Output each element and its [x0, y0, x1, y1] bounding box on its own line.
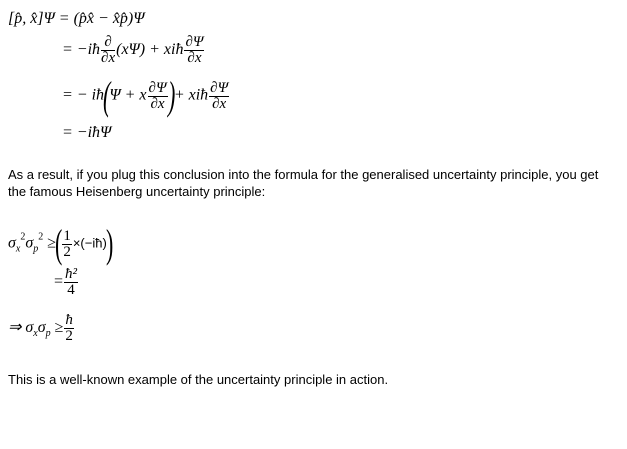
implies-sigma-x: ⇒ σ [8, 319, 34, 337]
sigma-x: σ [8, 234, 16, 252]
uncertainty-line-2 [54, 267, 79, 298]
commutator-result: = −iħΨ [62, 124, 112, 141]
dpsi-dx-fraction-2: $\frac{\partial\Psi}{\partial x}$ [148, 79, 167, 112]
term-minus-ihbar: = −iħ [62, 41, 101, 59]
uncertainty-line-3 [8, 313, 75, 344]
term-xihbar: + xiħ [173, 86, 209, 104]
term-psi-plus-x: Ψ + x [109, 86, 147, 104]
subscript-p: p [33, 243, 39, 255]
geq-sign-2: ≥ [54, 319, 64, 337]
sigma-p: σ [25, 234, 34, 252]
closing-paragraph [8, 371, 618, 388]
equals-sign: = [54, 273, 64, 291]
term-minus-ihbar-2: = − iħ [62, 86, 105, 104]
partial-x-fraction: $\frac{\partial}{\partial x}$ [101, 34, 116, 66]
half-fraction: $\frac{1}{2}$ [63, 227, 71, 260]
commutator-line-1 [8, 10, 145, 28]
left-paren: ( [103, 73, 111, 118]
dpsi-dx-fraction-3: $\frac{\partial\Psi}{\partial x}$ [210, 79, 229, 112]
geq-sign: ≥ [47, 234, 57, 252]
square-1: 2 [20, 231, 26, 243]
subscript-p-2: p [45, 328, 51, 340]
subscript-x: x [15, 243, 21, 255]
sigma-p-2: σ [37, 319, 46, 337]
commutator-definition: [p̂, x̂]Ψ = (p̂x̂ − x̂p̂)Ψ [8, 10, 145, 27]
dpsi-dx-fraction: $\frac{\partial\Psi}{\partial x}$ [185, 34, 204, 66]
subscript-x-2: x [33, 328, 38, 340]
explanation-paragraph [8, 166, 618, 200]
commutator-line-2 [62, 35, 205, 66]
left-paren-2: ( [55, 221, 63, 266]
uncertainty-line-1 [8, 221, 114, 266]
commutator-line-3 [62, 73, 230, 118]
right-paren-2: ) [105, 221, 114, 266]
commutator-line-4 [62, 124, 111, 142]
term-xpsi: (xΨ) + xiħ [116, 41, 184, 59]
hbar-sq-over-4: $\frac{\text{ħ²}}{4}$ [65, 266, 78, 298]
hbar-over-2: $\frac{ħ}{2}$ [65, 312, 73, 344]
square-2: 2 [38, 231, 44, 243]
closing-text: This is a well-known example of the uncertainty principle in action. [8, 372, 389, 387]
explanation-text: As a result, if you plug this conclusion into the formula for the generalised uncertainty principle, you get the famous Heisenberg uncertainty principle: [8, 167, 599, 199]
times-minus-ihbar: ×(−iħ) [72, 235, 107, 251]
right-paren: ) [167, 73, 175, 118]
